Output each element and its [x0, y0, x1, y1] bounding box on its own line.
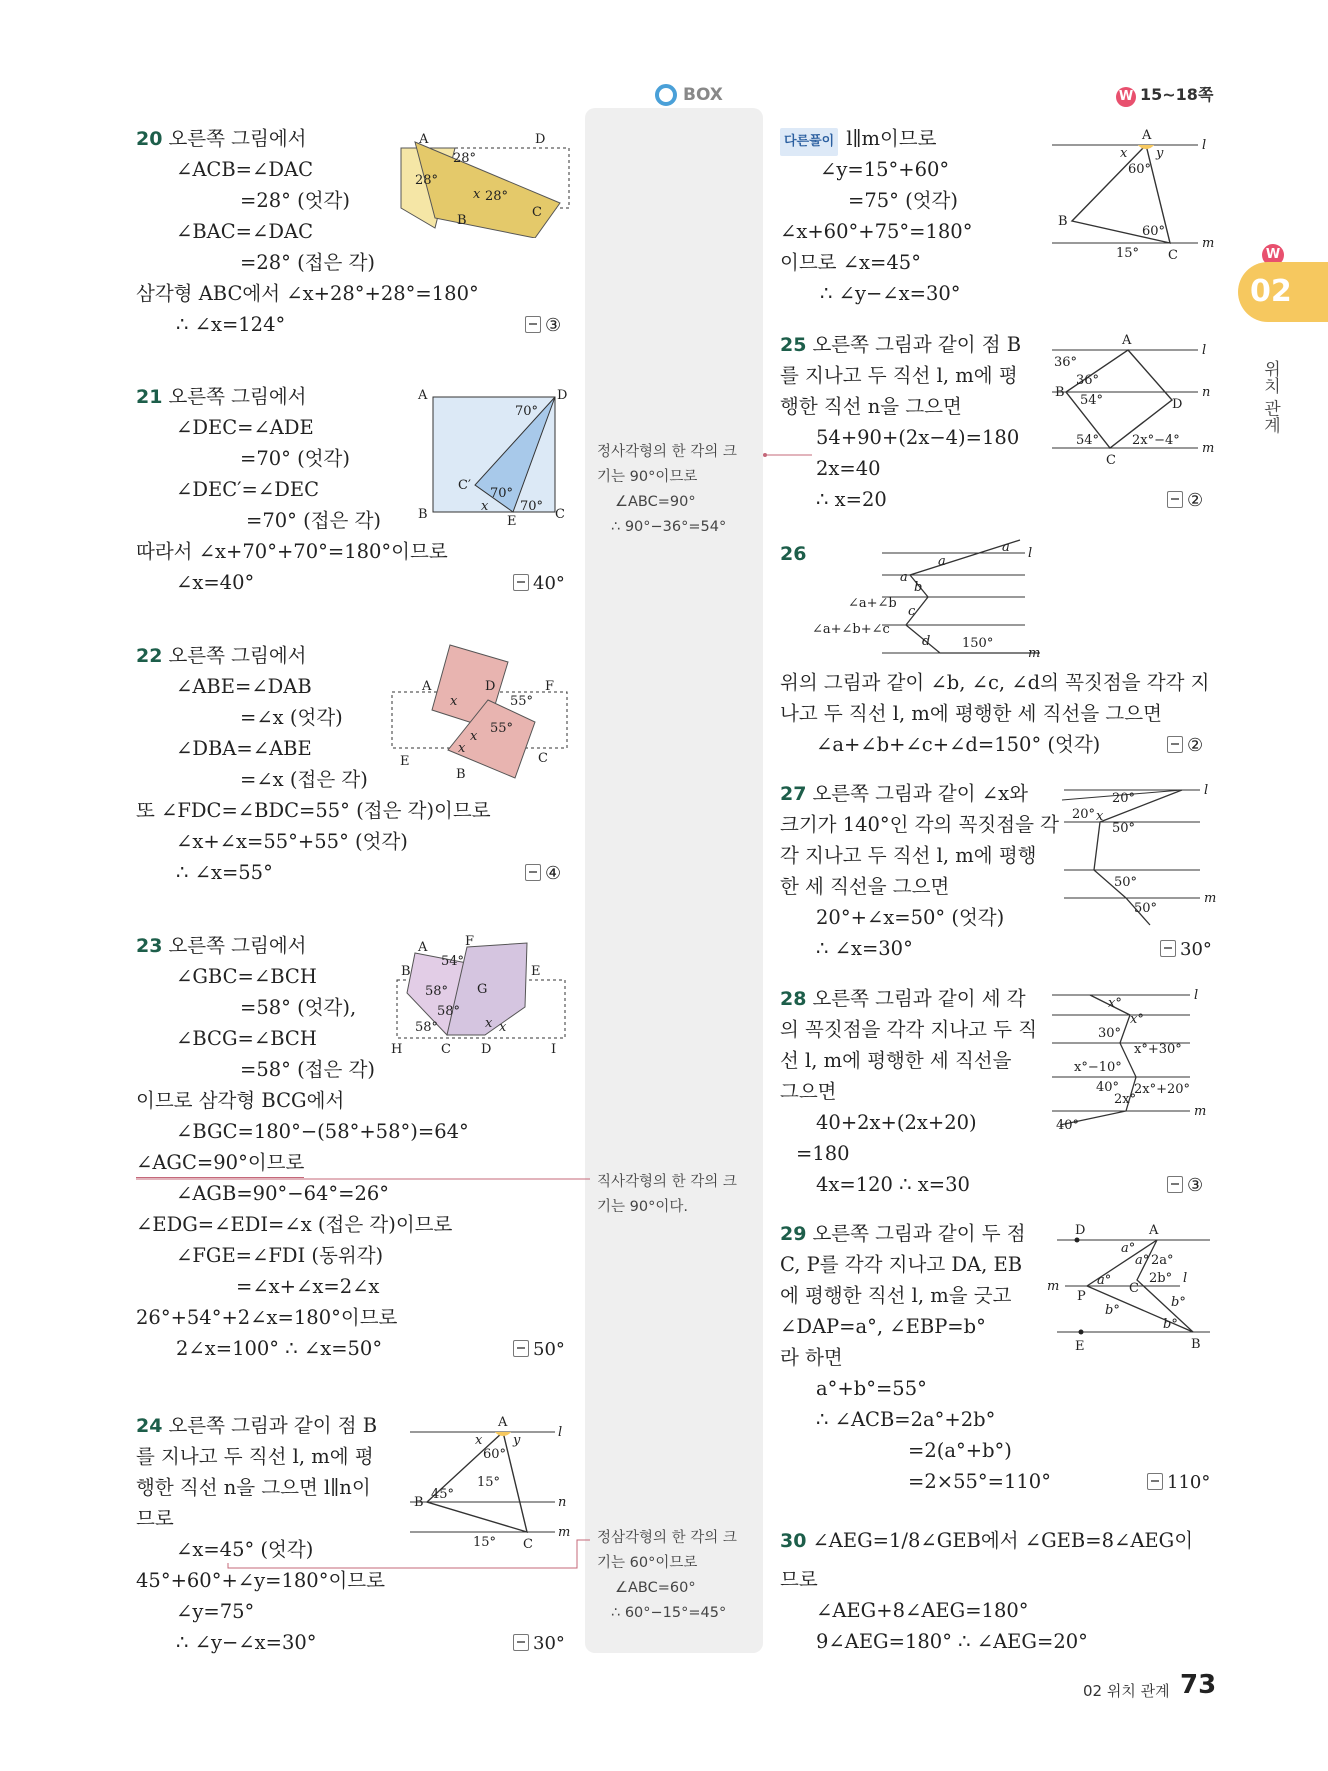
svg-text:55°: 55°	[510, 694, 534, 709]
svg-text:x: x	[470, 729, 478, 744]
svg-text:D: D	[485, 679, 496, 694]
svg-text:a: a	[1002, 540, 1010, 555]
other-solution-tag: 다른풀이	[780, 128, 838, 156]
text-line: 나고 두 직선 l, m에 평행한 세 직선을 그으면	[780, 702, 1162, 725]
svg-text:58°: 58°	[425, 984, 449, 999]
text-line: 이므로 ∠x=45°	[780, 251, 921, 274]
answer-27	[1160, 939, 1212, 960]
svg-text:A: A	[498, 1415, 508, 1430]
text-line: ∴ ∠ACB=2a°+2b°	[816, 1408, 996, 1431]
answer-value: 110°	[1167, 1472, 1211, 1493]
svg-text:A: A	[418, 940, 428, 955]
answer-icon	[1167, 736, 1183, 753]
text-line: 오른쪽 그림에서	[168, 644, 307, 667]
svg-text:x: x	[481, 499, 489, 514]
text-line: 를 지나고 두 직선 l, m에 평	[780, 364, 1018, 387]
note-line: 정사각형의 한 각의 크	[597, 444, 737, 460]
svg-text:n: n	[1202, 385, 1211, 400]
svg-text:l: l	[1204, 783, 1209, 798]
svg-text:c: c	[908, 604, 916, 619]
text-line: 오른쪽 그림과 같이 점 B	[168, 1414, 378, 1437]
svg-text:36°: 36°	[1076, 373, 1100, 388]
svg-text:l: l	[1202, 343, 1207, 358]
answer-28	[1167, 1175, 1203, 1196]
svg-text:60°: 60°	[1142, 224, 1166, 239]
text-line: 각 지나고 두 직선 l, m에 평행	[780, 844, 1037, 867]
text-line: 20°+∠x=50° (엇각)	[816, 906, 1005, 929]
text-line: ∠BCG=∠BCH	[176, 1027, 317, 1050]
text-line: ∴ x=20	[816, 488, 887, 511]
note-line: ∠ABC=90°	[615, 494, 696, 510]
svg-text:C: C	[1168, 248, 1178, 263]
text-line: ∴ ∠x=124°	[176, 313, 286, 336]
problem-number: 30	[780, 1530, 807, 1552]
svg-text:x: x	[499, 1020, 507, 1035]
text-line: =∠x (엇각)	[240, 706, 343, 729]
text-line: ∠x+∠x=55°+55° (엇각)	[176, 830, 408, 853]
svg-text:B: B	[1191, 1337, 1201, 1352]
text-line: ∠ACB=∠DAC	[176, 158, 313, 181]
line-diagram-27	[1060, 780, 1220, 930]
text-line: 그으면	[780, 1080, 837, 1103]
problem-number: 20	[136, 128, 163, 150]
svg-text:50°: 50°	[1134, 901, 1158, 916]
svg-text:28°: 28°	[415, 173, 439, 188]
text-line: l∥m이므로	[846, 127, 937, 150]
svg-text:E: E	[507, 514, 517, 525]
svg-text:a: a	[900, 570, 908, 585]
answer-value: ③	[545, 315, 562, 336]
svg-text:m: m	[1047, 1279, 1060, 1294]
text-line: ∠ABE=∠DAB	[176, 675, 312, 698]
svg-text:150°: 150°	[962, 636, 994, 651]
svg-text:36°: 36°	[1054, 355, 1078, 370]
text-line: =28° (접은 각)	[240, 251, 376, 274]
text-line: ∴ ∠y−∠x=30°	[176, 1631, 317, 1654]
svg-text:A: A	[1122, 333, 1132, 348]
answer-icon	[1147, 1473, 1163, 1490]
text-line: ∠FGE=∠FDI (동위각)	[176, 1244, 384, 1267]
svg-text:28°: 28°	[453, 151, 477, 166]
svg-text:C: C	[1106, 453, 1116, 465]
svg-text:C: C	[523, 1537, 533, 1550]
svg-text:28°: 28°	[485, 189, 509, 204]
svg-text:A: A	[418, 388, 428, 403]
svg-text:d: d	[922, 634, 931, 649]
svg-text:40°: 40°	[1056, 1118, 1080, 1133]
text-line: 2x=40	[816, 457, 881, 480]
svg-text:x: x	[485, 1016, 493, 1031]
w-badge-icon: W	[1116, 87, 1136, 107]
text-line: ∠AGB=90°−64°=26°	[176, 1182, 390, 1205]
svg-text:2a°: 2a°	[1151, 1253, 1174, 1268]
text-line: 오른쪽 그림에서	[168, 127, 307, 150]
problem-number: 29	[780, 1223, 807, 1245]
note-line: ∴ 60°−15°=45°	[611, 1605, 727, 1621]
text-line: =70° (엇각)	[240, 447, 350, 470]
svg-text:40°: 40°	[1096, 1080, 1120, 1095]
svg-text:B: B	[1055, 385, 1065, 400]
svg-text:2b°: 2b°	[1149, 1271, 1173, 1286]
box-label: BOX	[683, 85, 723, 105]
svg-text:b°: b°	[1163, 1317, 1178, 1332]
svg-text:x: x	[475, 1433, 483, 1448]
text-line: ∠a+∠b+∠c+∠d=150° (엇각)	[816, 733, 1101, 756]
text-line: 의 꼭짓점을 각각 지나고 두 직	[780, 1018, 1038, 1041]
svg-text:x: x	[458, 741, 466, 756]
svg-text:l: l	[1028, 546, 1033, 561]
svg-text:D: D	[1075, 1223, 1086, 1238]
square-diagram-25	[1050, 330, 1220, 465]
svg-text:55°: 55°	[490, 721, 514, 736]
note-line: 기는 60°이므로	[597, 1555, 698, 1571]
page-range-text: 15~18쪽	[1140, 85, 1214, 104]
svg-text:b°: b°	[1171, 1295, 1186, 1310]
note-line: 정삼각형의 한 각의 크	[597, 1530, 737, 1546]
svg-text:60°: 60°	[1128, 162, 1152, 177]
svg-text:A: A	[1142, 128, 1152, 143]
svg-text:D: D	[1172, 397, 1183, 412]
text-line: 크기가 140°인 각의 꼭짓점을 각	[780, 813, 1059, 836]
svg-text:m: m	[1028, 646, 1040, 661]
svg-text:l: l	[1194, 988, 1199, 1003]
text-line: 에 평행한 직선 l, m을 긋고	[780, 1284, 1012, 1307]
svg-text:C: C	[532, 205, 542, 220]
svg-text:x°: x°	[1108, 996, 1122, 1011]
svg-text:70°: 70°	[490, 486, 514, 501]
text-line: 54+90+(2x−4)=180	[816, 426, 1020, 449]
svg-text:20°: 20°	[1072, 807, 1096, 822]
svg-text:a°: a°	[1097, 1273, 1112, 1288]
text-line: =28° (엇각)	[240, 189, 350, 212]
text-line: 오른쪽 그림에서	[168, 385, 307, 408]
svg-text:30°: 30°	[1098, 1026, 1122, 1041]
text-line: ∠DEC′=∠DEC	[176, 478, 320, 501]
text-line: ∠EDG=∠EDI=∠x (접은 각)이므로	[136, 1213, 453, 1236]
text-line: 26°+54°+2∠x=180°이므로	[136, 1306, 398, 1329]
text-line: 2∠x=100° ∴ ∠x=50°	[176, 1337, 383, 1360]
text-line: 선 l, m에 평행한 세 직선을	[780, 1049, 1012, 1072]
svg-text:y: y	[513, 1433, 521, 1448]
svg-text:x: x	[1120, 146, 1128, 161]
text-line: ∴ ∠x=30°	[816, 937, 913, 960]
text-line: 삼각형 ABC에서 ∠x+28°+28°=180°	[136, 282, 479, 305]
text-line: 오른쪽 그림에서	[168, 934, 307, 957]
text-line: =70° (접은 각)	[246, 509, 382, 532]
svg-text:E: E	[531, 964, 541, 979]
svg-text:l: l	[1183, 1271, 1188, 1286]
svg-text:D: D	[481, 1042, 492, 1055]
svg-text:2x°−4°: 2x°−4°	[1132, 433, 1180, 448]
answer-icon	[1167, 1176, 1183, 1193]
problem-number: 21	[136, 386, 163, 408]
text-line: 므로	[136, 1507, 174, 1530]
text-line: ∠AGC=90°이므로	[136, 1149, 304, 1178]
svg-text:x°−10°: x°−10°	[1074, 1060, 1122, 1075]
text-line: =2×55°=110°	[908, 1470, 1051, 1493]
svg-text:45°: 45°	[431, 1487, 455, 1502]
chapter-badge-icon: W	[1262, 244, 1284, 266]
answer-value: ②	[1187, 490, 1204, 511]
text-line: 오른쪽 그림과 같이 두 점	[812, 1222, 1026, 1245]
problem-number: 28	[780, 988, 807, 1010]
text-line: 오른쪽 그림과 같이 점 B	[812, 333, 1022, 356]
problem-number: 26	[780, 543, 807, 565]
svg-text:A: A	[1149, 1223, 1159, 1238]
svg-text:50°: 50°	[1114, 875, 1138, 890]
svg-text:E: E	[1075, 1339, 1085, 1354]
svg-text:x°+30°: x°+30°	[1134, 1042, 1182, 1057]
line-diagram-28	[1050, 985, 1220, 1135]
text-line: =2(a°+b°)	[908, 1439, 1012, 1462]
answer-value: 30°	[533, 1633, 565, 1654]
text-line: =58° (접은 각)	[240, 1058, 376, 1081]
answer-29	[1147, 1472, 1210, 1493]
text-line: ∠DBA=∠ABE	[176, 737, 312, 760]
svg-text:l: l	[1202, 138, 1207, 153]
note-line: 기는 90°이므로	[597, 469, 698, 485]
text-line: 므로	[780, 1568, 818, 1591]
svg-text:b°: b°	[1105, 1303, 1120, 1318]
svg-text:15°: 15°	[1116, 246, 1140, 261]
answer-icon	[1160, 940, 1176, 957]
answer-value: 40°	[533, 573, 565, 594]
text-line: 40+2x+(2x+20)	[816, 1111, 977, 1134]
text-line: 9∠AEG=180° ∴ ∠AEG=20°	[816, 1630, 1088, 1653]
svg-text:y: y	[1156, 146, 1164, 161]
svg-text:x: x	[450, 694, 458, 709]
svg-text:H: H	[391, 1042, 403, 1055]
line-diagram-other	[1050, 125, 1220, 265]
text-line: ∠y=75°	[176, 1600, 255, 1623]
problem-number: 23	[136, 935, 163, 957]
svg-text:l: l	[558, 1425, 563, 1440]
svg-text:58°: 58°	[415, 1020, 439, 1035]
text-line: ∠DAP=a°, ∠EBP=b°	[780, 1315, 986, 1338]
answer-26	[1167, 735, 1203, 756]
svg-text:D: D	[557, 388, 568, 403]
text-line: a°+b°=55°	[816, 1377, 927, 1400]
answer-value: ③	[1187, 1175, 1204, 1196]
text-line: =75° (엇각)	[848, 189, 958, 212]
text-line: ∠x=45° (엇각)	[176, 1538, 314, 1561]
text-line: =180	[796, 1142, 850, 1165]
svg-text:15°: 15°	[473, 1535, 497, 1550]
svg-text:B: B	[418, 507, 428, 522]
svg-text:B: B	[1058, 214, 1068, 229]
answer-icon	[1167, 491, 1183, 508]
problem-number: 27	[780, 783, 807, 805]
note-line: ∴ 90°−36°=54°	[611, 519, 727, 535]
svg-text:∠a+∠b: ∠a+∠b	[848, 596, 897, 611]
line-diagram-29	[1045, 1220, 1220, 1355]
svg-text:B: B	[401, 964, 411, 979]
svg-text:2x°: 2x°	[1114, 1092, 1137, 1107]
note-line: 직사각형의 한 각의 크	[597, 1174, 737, 1190]
svg-text:F: F	[465, 935, 475, 949]
text-line: 이므로 삼각형 BCG에서	[136, 1089, 345, 1112]
text-line: =∠x (접은 각)	[240, 768, 368, 791]
svg-text:15°: 15°	[477, 1475, 501, 1490]
svg-text:50°: 50°	[1112, 821, 1136, 836]
svg-text:x°: x°	[1130, 1012, 1144, 1027]
text-line: 한 세 직선을 그으면	[780, 875, 950, 898]
svg-text:58°: 58°	[437, 1004, 461, 1019]
svg-text:B: B	[414, 1495, 424, 1510]
problem-number: 22	[136, 645, 163, 667]
svg-text:a°: a°	[1135, 1253, 1150, 1268]
svg-text:B: B	[456, 767, 466, 782]
svg-text:C′: C′	[458, 478, 471, 493]
svg-text:A: A	[422, 679, 432, 694]
text-line: 오른쪽 그림과 같이 ∠x와	[812, 782, 1028, 805]
text-line: ∠y=15°+60°	[820, 158, 950, 181]
svg-text:m: m	[558, 1525, 571, 1540]
svg-text:m: m	[1204, 891, 1217, 906]
svg-text:G: G	[477, 982, 488, 997]
svg-text:C: C	[555, 507, 565, 522]
text-line: =∠x+∠x=2∠x	[236, 1275, 380, 1298]
svg-text:∠a+∠b+∠c: ∠a+∠b+∠c	[812, 622, 890, 637]
text-line: ∠x=40°	[176, 571, 255, 594]
svg-text:a°: a°	[1121, 1241, 1136, 1256]
answer-value: 30°	[1180, 939, 1212, 960]
svg-text:a: a	[938, 554, 946, 569]
text-line: 45°+60°+∠y=180°이므로	[136, 1569, 385, 1592]
text-line: 위의 그림과 같이 ∠b, ∠c, ∠d의 꼭짓점을 각각 지	[780, 671, 1210, 694]
chapter-side-title: 위치 관계	[1260, 360, 1280, 434]
text-line: ∠AEG=1/8∠GEB에서 ∠GEB=8∠AEG이	[812, 1529, 1194, 1552]
svg-text:C: C	[1129, 1281, 1139, 1296]
svg-text:70°: 70°	[515, 404, 539, 419]
svg-text:E: E	[400, 754, 410, 769]
svg-text:m: m	[1194, 1104, 1207, 1119]
svg-text:P: P	[1077, 1289, 1086, 1304]
svg-text:20°: 20°	[1112, 791, 1136, 806]
svg-text:2x°+20°: 2x°+20°	[1134, 1082, 1191, 1097]
answer-value: ②	[1187, 735, 1204, 756]
text-line: ∠GBC=∠BCH	[176, 965, 317, 988]
svg-text:54°: 54°	[1080, 393, 1104, 408]
text-line: ∠BGC=180°−(58°+58°)=64°	[176, 1120, 469, 1143]
text-line: ∠x+60°+75°=180°	[780, 220, 973, 243]
svg-text:B: B	[457, 213, 467, 228]
svg-text:x: x	[1096, 809, 1104, 824]
answer-value: 50°	[533, 1339, 565, 1360]
svg-text:I: I	[551, 1042, 557, 1055]
svg-text:x: x	[473, 187, 481, 202]
text-line: 행한 직선 n을 그으면 l∥n이	[136, 1476, 371, 1499]
svg-text:D: D	[535, 132, 546, 147]
text-line: 라 하면	[780, 1346, 843, 1369]
answer-25	[1167, 490, 1203, 511]
text-line: 4x=120 ∴ x=30	[816, 1173, 970, 1196]
svg-text:n: n	[558, 1495, 567, 1510]
text-line: 또 ∠FDC=∠BDC=55° (접은 각)이므로	[136, 799, 491, 822]
svg-text:F: F	[545, 679, 555, 694]
text-line: C, P를 각각 지나고 DA, EB	[780, 1253, 1023, 1276]
text-line: 행한 직선 n을 그으면	[780, 395, 962, 418]
svg-text:54°: 54°	[1076, 433, 1100, 448]
text-line: ∴ ∠y−∠x=30°	[820, 282, 961, 305]
text-line: 를 지나고 두 직선 l, m에 평	[136, 1445, 374, 1468]
footer-chapter-title: 02 위치 관계	[1083, 1682, 1170, 1700]
answer-value: ④	[545, 863, 562, 884]
svg-text:C: C	[538, 751, 548, 766]
chapter-number: 02	[1250, 274, 1292, 309]
problem-number: 25	[780, 334, 807, 356]
svg-text:A: A	[419, 132, 429, 147]
svg-text:m: m	[1202, 236, 1215, 251]
note-line: 기는 90°이다.	[597, 1199, 688, 1215]
text-line: ∠AEG+8∠AEG=180°	[816, 1599, 1029, 1622]
svg-text:54°: 54°	[441, 954, 465, 969]
svg-text:b: b	[914, 580, 923, 595]
svg-text:m: m	[1202, 441, 1215, 456]
line-diagram-26	[810, 535, 1040, 665]
problem-number: 24	[136, 1415, 163, 1437]
text-line: 따라서 ∠x+70°+70°=180°이므로	[136, 540, 448, 563]
text-line: =58° (엇각),	[240, 996, 357, 1019]
svg-text:70°: 70°	[520, 499, 544, 514]
text-line: 오른쪽 그림과 같이 세 각	[812, 987, 1026, 1010]
svg-text:C: C	[441, 1042, 451, 1055]
svg-text:60°: 60°	[483, 1447, 507, 1462]
text-line: ∠DEC=∠ADE	[176, 416, 314, 439]
page-number: 73	[1180, 1670, 1217, 1700]
text-line: ∴ ∠x=55°	[176, 861, 273, 884]
note-line: ∠ABC=60°	[615, 1580, 696, 1596]
text-line: ∠BAC=∠DAC	[176, 220, 313, 243]
